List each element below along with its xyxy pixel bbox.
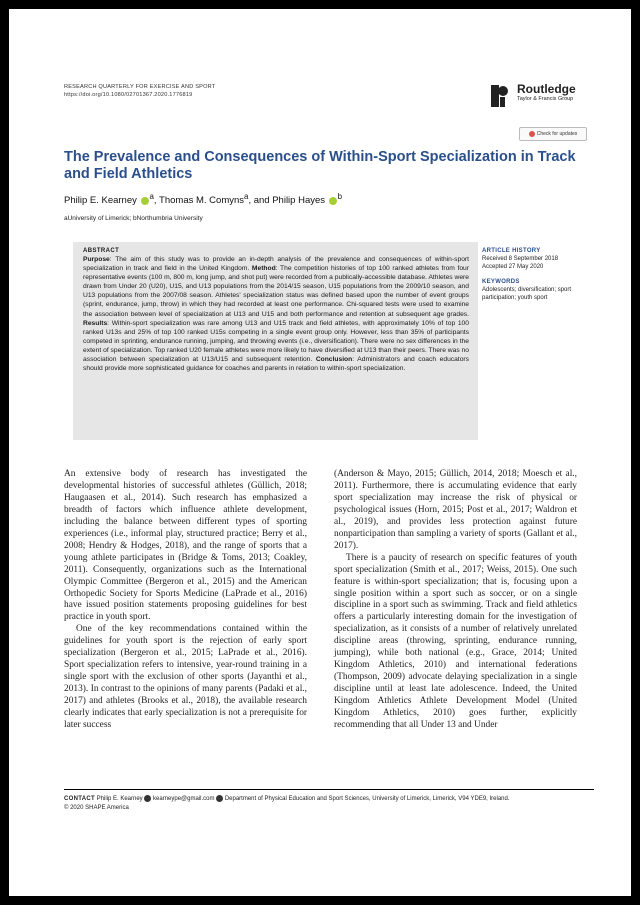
footer-divider xyxy=(64,789,594,790)
author-name[interactable]: Philip Hayes xyxy=(272,195,326,207)
copyright: © 2020 SHAPE America xyxy=(64,804,129,811)
purpose-text: : The aim of this study was to provide an in-depth analysis of the prevalence and consequences of within-sport specialization in track and field in the United Kingdom. xyxy=(83,256,469,273)
affiliations: aUniversity of Limerick; bNorthumbria University xyxy=(64,215,203,222)
orcid-icon[interactable] xyxy=(329,197,337,205)
orcid-icon[interactable] xyxy=(141,197,149,205)
publisher-sub: Taylor & Francis Group xyxy=(517,96,574,102)
history-heading: ARTICLE HISTORY xyxy=(482,248,541,254)
conclusion-text: : Administrators and coach educators should provide more sophisticated guidance for coaches and parents in relation to within-sport specialization. xyxy=(83,356,469,373)
publisher-name: Routledge xyxy=(517,82,576,96)
method-text: : The competition histories of top 100 ranked athletes from four representative events (100 m, 800 m, long jump, and shot put) were recorded from a publically-accessible database. Athletes were drawn from Under 20 (U20), U15, and U13 populations from the 2014/15 season, U15 populations from the 2009/10 season, and U13 populations from the 2007/08 season. Athletes' specialization status was defined based upon the number of event groups (sprint, endurance, jump, throw) in which they had recorded at least one performance. Chi-squared tests were used to examine the association between level of specialization at U13 and U15 and both performance and retention at subsequent age grades. xyxy=(83,265,470,318)
doi-link[interactable]: https://doi.org/10.1080/02701367.2020.1776819 xyxy=(64,92,193,98)
email-icon xyxy=(144,795,151,802)
contact-name: Philip E. Kearney xyxy=(96,796,143,803)
contact-label: CONTACT xyxy=(64,796,95,803)
author-affil-sup: a xyxy=(244,192,249,201)
body-paragraph: (Anderson & Mayo, 2015; Güllich, 2014, 2018; Moesch et al., 2011). Furthermore, there is accumulating evidence that early sport specialization may increase the risk of physical or psychological issues (Horn, 2015; Post et al., 2017; Waldron et al., 2019), and provides less protection against future nonparticipation than sampling a variety of sports (Gallant et al., 2017). xyxy=(334,469,577,551)
abstract-heading: ABSTRACT xyxy=(83,248,120,254)
conclusion-label: Conclusion xyxy=(315,356,353,364)
keywords-heading: KEYWORDS xyxy=(482,278,520,285)
check-updates-label: Check for updates xyxy=(536,131,578,137)
results-text: : Within-sport specialization was rare among U13 and U15 track and field athletes, with approximately 10% of top 100 ranked U13s and 25% of top 100 ranked U15s competing in a single event group only. However, less than 35% of participants competed in sprinting, endurance running, jumping, and throwing events (i.e., diversification). There were no sex differences in the extent of specialization. Top ranked U20 female athletes were more likely to have diversified at U13 than their peers. There was no association between specialization at U13/U15 and subsequent retention. xyxy=(83,319,469,364)
body-paragraph: One of the key recommendations contained within the guidelines for youth sport is the rejection of early sport specialization (Bergeron et al., 2015; LaPrade et al., 2016). Sport specialization refers to intensive, year-round training in a single sport with the exclusion of other sports (Jayanthi et al., 2013). In contrast to the opinions of many parents (Padaki et al., 2017) and athletes (Brooks et al., 2018), the available research clearly indicates that early specialization is not a prerequisite for later success xyxy=(64,624,307,731)
author-name[interactable]: Thomas M. Comyns xyxy=(159,195,245,207)
check-updates-button[interactable] xyxy=(519,127,587,141)
author-name[interactable]: Philip E. Kearney xyxy=(64,195,137,207)
body-column-left xyxy=(64,469,307,732)
address-icon xyxy=(216,795,223,802)
author-separator: , xyxy=(153,195,160,207)
crossmark-icon xyxy=(529,131,535,137)
contact-address: Department of Physical Education and Sport Sciences, University of Limerick, Limerick, V94 YDE9, Ireland. xyxy=(224,796,510,803)
keywords-list: Adolescents; diversification; sport participation; youth sport xyxy=(482,286,572,302)
author-separator: , and xyxy=(248,195,273,207)
author-affil-sup: b xyxy=(337,192,343,201)
body-paragraph: An extensive body of research has investigated the developmental histories of successful athletes (Güllich, 2018; Haugaasen et al., 2014). Such research has emphasized a breadth of factors which influence athlete development, including the balance between different types of sporting experiences (i.e., informal play, structured practice; Berry et al., 2008; Hendry & Hodges, 2018), and the range of sports that a young athlete participates in (Bridge & Toms, 2013; Coakley, 2011). Consequently, organizations such as the International Olympic Committee (Bergeron et al., 2015) and the American Orthopedic Society for Sports Medicine (LaPrade et al., 2016) have issued position statements proposing guidelines for best practice in youth sport. xyxy=(64,469,307,623)
abstract-box xyxy=(73,242,478,440)
publisher-logo-text xyxy=(517,83,576,103)
contact-email[interactable]: kearneype@gmail.com xyxy=(153,796,215,803)
contact-footer xyxy=(64,795,594,812)
results-label: Results xyxy=(83,319,108,327)
article-sidebar xyxy=(482,247,592,302)
method-label: Method xyxy=(251,265,276,273)
body-paragraph: There is a paucity of research on specific features of youth sport specialization (Smith et al., 2017; Weiss, 2015). One such feature is within-sport specialization; that is, focusing upon a single position within a sport such as soccer, or on a single discipline in a sport such as swimming. Track and field athletics offers a particularly interesting domain for the investigation of specialization, as it consists of a number of relatively unrelated discipline areas (throwing, sprinting, endurance running, jumping), while both national (e.g., Grace, 2014; United Kingdom Athletics, 2010) and international federations (Thompson, 2009) advocate delaying specialization in a single discipline until at least late adolescence. Indeed, the United Kingdom Athletics Athlete Development Model (United Kingdom Athletics, 2010) goes further, explicitly recommending that all Under 13 and Under xyxy=(334,552,577,731)
journal-header xyxy=(64,83,284,99)
author-affil-sup: a xyxy=(149,192,154,201)
article-title: The Prevalence and Consequences of Within-Sport Specialization in Track and Field Athletics xyxy=(64,149,576,182)
author-list xyxy=(64,191,584,207)
received-date: Received 8 September 2018 xyxy=(482,256,559,263)
body-column-right xyxy=(334,469,577,732)
purpose-label: Purpose xyxy=(83,256,110,263)
accepted-date: Accepted 27 May 2020 xyxy=(482,264,544,271)
paper-page xyxy=(9,9,631,896)
journal-name: RESEARCH QUARTERLY FOR EXERCISE AND SPORT xyxy=(64,84,216,90)
